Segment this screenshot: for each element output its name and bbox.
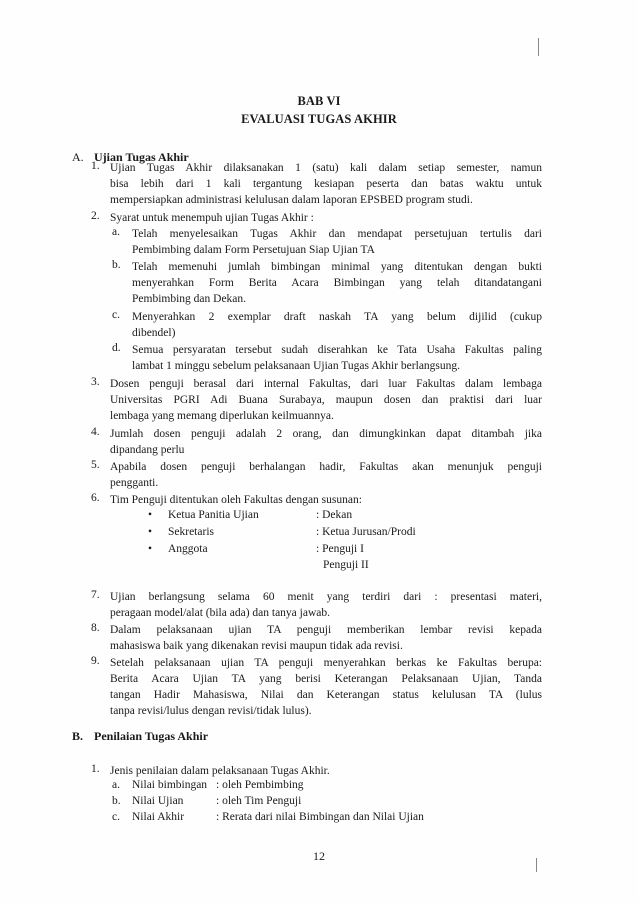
row-value: : oleh Pembimbing (216, 779, 304, 791)
text-line: tangan Hadir Mahasiswa, Nilai dan Keterangan status kelulusan TA (lulus (110, 689, 542, 701)
item-number: 3. (91, 376, 100, 388)
text-line: bisa lebih dari 1 kali tergantung kesiapan peserta dan batas waktu untuk (110, 178, 542, 190)
text-line: peragaan model/alat (bila ada) dan tanya jawab. (110, 607, 330, 619)
row-value: : oleh Tim Penguji (216, 795, 302, 807)
sub-letter: d. (112, 342, 121, 354)
bullet-icon: • (148, 526, 153, 538)
item-6-text (110, 492, 542, 508)
section-label: B. (72, 729, 84, 743)
section-label: A. (72, 150, 84, 164)
row-letter: c. (112, 811, 120, 823)
row-value: : Rerata dari nilai Bimbingan dan Nilai Ujian (216, 811, 424, 823)
team-role: Anggota (168, 543, 208, 555)
item-number: 1. (91, 763, 100, 775)
item-3-text (110, 376, 542, 424)
text-line: Universitas PGRI Adi Buana Surabaya, maupun dosen dan praktisi dari luar (110, 394, 542, 406)
row-letter: b. (112, 795, 121, 807)
item-number: 8. (91, 622, 100, 634)
text-line: pengganti. (110, 477, 159, 489)
section-title: Penilaian Tugas Akhir (94, 729, 209, 743)
sub-a-text (132, 226, 542, 258)
team-value: : Dekan (316, 509, 353, 521)
item-5-text (110, 459, 542, 491)
chapter-title: EVALUASI TUGAS AKHIR (241, 112, 397, 126)
text-line: Jenis penilaian dalam pelaksanaan Tugas Akhir. (110, 765, 330, 777)
row-name: Nilai Akhir (132, 811, 185, 823)
text-line: Ujian Tugas Akhir dilaksanakan 1 (satu) kali dalam setiap semester, namun (110, 162, 542, 174)
sub-letter: a. (112, 226, 120, 238)
text-line: Jumlah dosen penguji adalah 2 orang, dan dimungkinkan dapat ditambah jika (110, 428, 542, 440)
item-7-text (110, 589, 542, 621)
team-role: Ketua Panitia Ujian (168, 509, 259, 521)
bullet-icon: • (148, 509, 153, 521)
text-line: menyerahkan Form Berita Acara Bimbingan yang telah ditandatangani (132, 277, 542, 289)
text-line: Dosen penguji berasal dari internal Fakultas, dari luar Fakultas dalam lembaga (110, 378, 542, 390)
team-value: : Ketua Jurusan/Prodi (316, 526, 416, 538)
text-line: Tim Penguji ditentukan oleh Fakultas dengan susunan: (110, 494, 362, 506)
team-value-2: Penguji II (323, 559, 369, 571)
text-line: lambat 1 minggu sebelum pelaksanaan Ujian Tugas Akhir berlangsung. (132, 360, 461, 372)
bullet-icon: • (148, 543, 153, 555)
team-role: Sekretaris (168, 526, 214, 538)
text-line: Ujian berlangsung selama 60 menit yang terdiri dari : presentasi materi, (110, 591, 542, 603)
scan-speck (538, 38, 539, 56)
item-9-text (110, 655, 542, 719)
text-line: lembaga yang memang diperlukan keilmuannya. (110, 410, 334, 422)
text-line: Semua persyaratan tersebut sudah diserahkan ke Tata Usaha Fakultas paling (132, 344, 542, 356)
text-line: dibendel) (132, 327, 176, 339)
row-letter: a. (112, 779, 120, 791)
item-number: 1. (91, 160, 100, 172)
text-line: mempersiapkan administrasi kelulusan dalam laporan EPSBED program studi. (110, 194, 473, 206)
item-2-text (110, 210, 542, 226)
text-line: Telah memenuhi jumlah bimbingan minimal yang ditentukan dengan bukti (132, 261, 542, 273)
text-line: Menyerahkan 2 exemplar draft naskah TA yang belum dijilid (cukup (132, 311, 542, 323)
item-number: 5. (91, 459, 100, 471)
b-item-1-text (110, 763, 542, 779)
text-line: Pembimbing dan Dekan. (132, 293, 247, 305)
text-line: tanpa revisi/lulus dengan revisi/tidak lulus). (110, 705, 312, 717)
item-number: 9. (91, 655, 100, 667)
text-line: Apabila dosen penguji berhalangan hadir, Fakultas akan menunjuk penguji (110, 461, 542, 473)
sub-c-text (132, 309, 542, 341)
sub-d-text (132, 342, 542, 374)
text-line: Syarat untuk menempuh ujian Tugas Akhir : (110, 212, 314, 224)
text-line: dipandang perlu (110, 444, 185, 456)
row-name: Nilai bimbingan (132, 779, 208, 791)
team-value: : Penguji I (316, 543, 364, 555)
item-1-text (110, 160, 542, 208)
row-name: Nilai Ujian (132, 795, 184, 807)
text-line: Setelah pelaksanaan ujian TA penguji menyerahkan berkas ke Fakultas berupa: (110, 657, 542, 669)
text-line: Telah menyelesaikan Tugas Akhir dan mendapat persetujuan tertulis dari (132, 228, 542, 240)
section-title: Ujian Tugas Akhir (94, 150, 189, 164)
item-number: 7. (91, 589, 100, 601)
section-b-heading (72, 729, 208, 744)
chapter-number: BAB VI (297, 94, 341, 108)
item-number: 4. (91, 426, 100, 438)
text-line: Berita Acara Ujian TA yang berisi Keterangan Pelaksanaan Ujian, Tanda (110, 673, 542, 685)
item-4-text (110, 426, 542, 458)
item-8-text (110, 622, 542, 654)
page-number: 12 (313, 849, 325, 863)
item-number: 2. (91, 210, 100, 222)
text-line: Pembimbing dalam Form Persetujuan Siap Ujian TA (132, 244, 375, 256)
item-number: 6. (91, 492, 100, 504)
text-line: Dalam pelaksanaan ujian TA penguji memberikan lembar revisi kepada (110, 624, 542, 636)
text-line: mahasiswa baik yang dikenakan revisi maupun tidak ada revisi. (110, 640, 403, 652)
sub-letter: c. (112, 309, 120, 321)
sub-letter: b. (112, 259, 121, 271)
sub-b-text (132, 259, 542, 307)
